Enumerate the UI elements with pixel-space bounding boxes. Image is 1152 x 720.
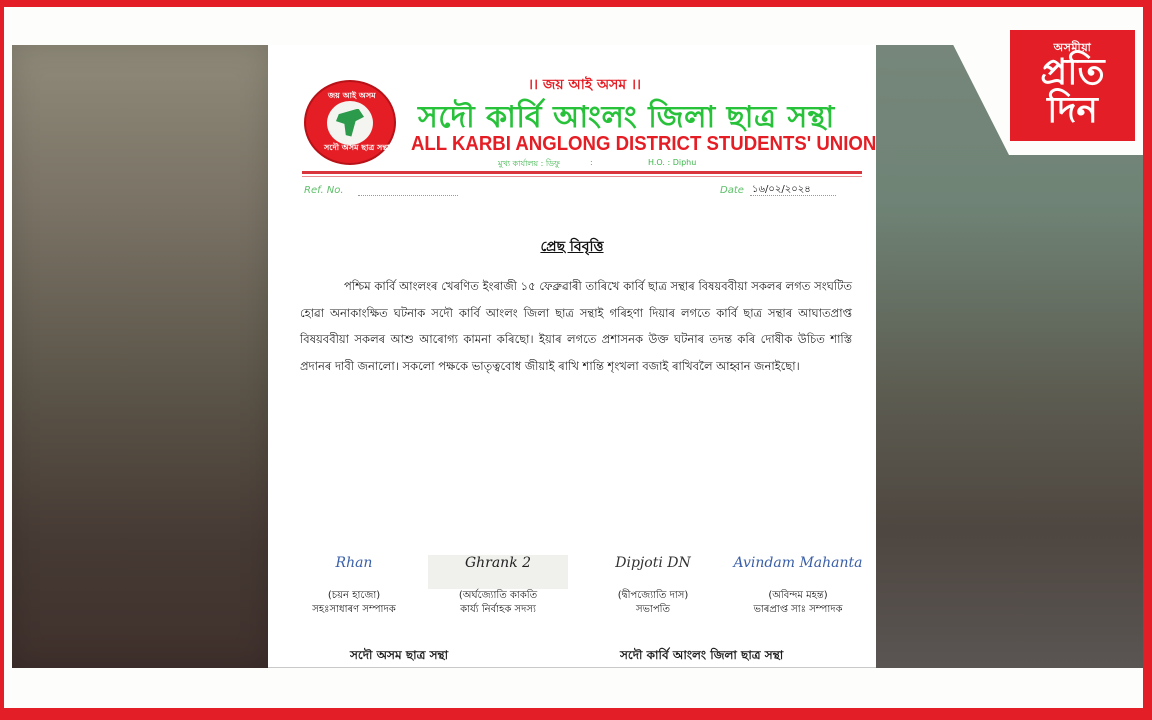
date-value: ১৬/০২/২০২৪	[752, 184, 811, 195]
org-footer-left: সদৌ অসম ছাত্ৰ সন্থা	[350, 648, 449, 662]
letterhead-divider	[302, 171, 862, 174]
emblem-center	[327, 101, 373, 145]
signatory-name: (অবিন্দম মহন্ত)	[768, 590, 828, 601]
signatory-name: (দ্বীপজ্যোতি দাস)	[617, 590, 689, 601]
signatory-block	[728, 555, 868, 617]
signatory-name: (অৰ্ঘজ্যোতি কাকতি	[458, 590, 538, 601]
signatory-block	[284, 555, 424, 617]
pratidin-brand-logo	[1010, 30, 1135, 141]
signatory-role: ভাৰপ্ৰাপ্ত সাঃ সম্পাদক	[753, 604, 843, 615]
brand-big-line2: দিন	[1047, 89, 1098, 131]
address-english: H.O. : Diphu	[648, 158, 697, 167]
emblem-text-bottom: সদৌ অসম ছাত্ৰ সন্থা	[324, 143, 390, 152]
org-title-assamese: সদৌ কাৰ্বি আংলং জিলা ছাত্ৰ সন্থা	[418, 100, 835, 135]
ref-no-line	[358, 195, 458, 196]
signatory-role: সহঃসাধাৰণ সম্পাদক	[312, 604, 396, 615]
assam-map-icon	[336, 109, 364, 137]
brand-small-text: অসমীয়া	[1053, 40, 1092, 54]
signature: Dipjoti DN	[615, 555, 691, 571]
letterhead-divider-thin	[302, 176, 862, 177]
document-body: পশ্চিম কাৰ্বি আংলংৰ খেৰণিত ইংৰাজী ১৫ ফেব্ৰুৱাৰী তাৰিখে কাৰ্বি ছাত্ৰ সন্থাৰ বিষয়ববীয়া সকলৰ লগত সংঘটিত হোৱা অনাকাংক্ষিত ঘটনাক সদৌ কাৰ্বি আংলং জিলা ছাত্ৰ সন্থাই গৰিহণা দিয়াৰ লগতে কাৰ্বি ছাত্ৰ সন্থাৰ আঘাতপ্ৰাপ্ত বিষয়ববীয়া সকলৰ আশু আৰোগ্য কামনা কৰিছো। ইয়াৰ লগতে প্ৰশাসনক উক্ত ঘটনাৰ তদন্ত কৰি দোষীক উচিত শাস্তি প্ৰদানৰ দাবী জনালো। সকলো পক্ষকে ভাতৃত্ববোধ জীয়াই ৰাখি শান্তি শৃংখলা বজাই ৰাখিবলৈ আহ্বান জনাইছো।	[300, 279, 852, 373]
date-line	[750, 195, 836, 196]
brand-big-line1: প্ৰতি	[1040, 51, 1105, 93]
date-label: Date	[720, 185, 744, 196]
signatory-role: কাৰ্য্য নিৰ্বাহক সদস্য	[460, 604, 536, 615]
signatory-role: সভাপতি	[635, 604, 671, 615]
org-title-english: ALL KARBI ANGLONG DISTRICT STUDENTS' UNION	[411, 133, 877, 155]
document-heading	[268, 235, 876, 259]
press-release-document	[268, 45, 876, 668]
signature: Avindam Mahanta	[733, 555, 863, 571]
address-assamese: মুখ্য কাৰ্যালয় : ডিফু	[498, 159, 560, 168]
signature: Rhan	[335, 555, 373, 571]
video-frame	[4, 7, 1143, 708]
org-footer-right: সদৌ কাৰ্বি আংলং জিলা ছাত্ৰ সন্থা	[620, 648, 784, 662]
signature: Ghrank 2	[428, 555, 568, 589]
address-separator: :	[590, 158, 593, 167]
signatory-block	[428, 555, 568, 617]
heading-text: প্ৰেছ বিবৃত্তি	[540, 239, 604, 255]
signatory-block	[583, 555, 723, 617]
ref-no-label: Ref. No.	[304, 185, 344, 196]
union-emblem-logo	[304, 80, 396, 165]
blurred-background-left	[12, 45, 268, 668]
emblem-text-top: জয় আই অসম	[328, 91, 376, 100]
signatory-name: (চয়ন হাজো)	[327, 590, 381, 601]
motto: ।। জয় আই অসম ।।	[528, 77, 642, 93]
